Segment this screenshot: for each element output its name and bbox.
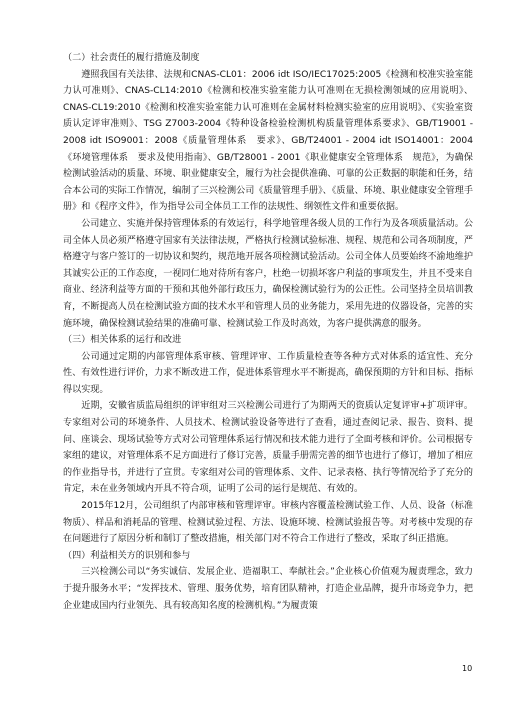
paragraph: 遵照我国有关法律、法规和CNAS-CL01：2006 idt ISO/IEC17025:2005《检测和校准实验室能力认可准则》、CNAS-CL14:2010《检测和校准实验室能力认可准则在无损检测领域的应用说明》、CNAS-CL19:2010《检测和校准实验室能力认可准则在金属材料检测实验室的应用说明》、《实验室资质认定评审准则》、TSG Z7003-2004《特种设备检验检测机构质量管理体系要求》、GB/T19001 - 2008 idt ISO9001：2008《质量管理体系 要求》、GB/T24001 - 2004 idt ISO14001：2004《环境管理体系 要求及使用指南》、GB/T28001 - 2001《职业健康安全管理体系 规范》，为确保检测试验活动的质量、环境、职业健康安全，履行为社会提供准确、可靠的公正数据的职能和任务，结合本公司的实际工作情况，编制了三兴检测公司《质量管理手册》、《质量、环境、职业健康安全管理手册》和《程序文件》，作为指导公司全体员工工作的法规性、纲领性文件和重要依据。 bbox=[63, 69, 473, 213]
page-body bbox=[63, 50, 473, 614]
section-system-operation-improvement bbox=[63, 332, 473, 548]
section-heading: （四）利益相关方的识别和参与 bbox=[63, 550, 191, 561]
paragraph: 近期，安徽省质监局组织的评审组对三兴检测公司进行了为期两天的资质认定复评审+扩项评审。专家组对公司的环境条件、人员技术、检测试验设备等进行了查看，通过查阅记录、报告、资料、提问、座谈会、现场试验等方式对公司管理体系运行情况和技术能力进行了全面考核和评价。公司根据专家组的建议，对管理体系不足方面进行了修订完善，质量手册需完善的细节也进行了修订，增加了相应的作业指导书，并进行了宣贯。专家组对公司的管理体系、文件、记录表格、执行等情况给予了充分的肯定，未在业务领域内开具不符合项，证明了公司的运行是规范、有效的。 bbox=[63, 401, 473, 495]
section-heading: （二）社会责任的履行措施及制度 bbox=[63, 53, 200, 63]
paragraph: 公司通过定期的内部管理体系审核、管理评审、工作质量检查等各种方式对体系的适宜性、充分性、有效性进行评价，力求不断改进工作，促进体系管理水平不断提高，确保预期的方针和目标、指标得以实现。 bbox=[63, 351, 473, 395]
paragraph: 三兴检测公司以“务实诚信、发展企业、造福职工、奉献社会。”企业核心价值观为履责理念，致力于提升服务水平；“发挥技术、管理、服务优势，培育团队精神，打造企业品牌，提升市场竞争力，把企业建成国内行业领先、具有较高知名度的检测机构。”为履责策 bbox=[63, 567, 473, 611]
page-number: 10 bbox=[462, 664, 473, 673]
section-stakeholder-identification bbox=[63, 548, 473, 614]
section-social-responsibility-measures bbox=[63, 50, 473, 332]
paragraph: 公司建立、实施并保持管理体系的有效运行，科学地管理各级人员的工作行为及各项质量活动。公司全体人员必须严格遵守国家有关法律法规，严格执行检测试验标准、规程、规范和公司各项制度，严格遵守与客户签订的一切协议和契约，规范地开展各项检测试验活动。公司全体人员要始终不渝地维护其诚实公正的工作态度，一视同仁地对待所有客户，杜绝一切损坏客户利益的事项发生，并且不受来自商业、经济利益等方面的干预和其他外部行政压力，确保检测试验行为的公正性。公司坚持全员培训教育，不断提高人员在检测试验方面的技术水平和管理人员的业务能力，采用先进的仪器设备，完善的实施环境，确保检测试验结果的准确可靠、检测试验工作及时高效，为客户提供满意的服务。 bbox=[63, 218, 473, 329]
paragraph: 2015年12月，公司组织了内部审核和管理评审。审核内容覆盖检测试验工作、人员、设备（标准物质）、样品和消耗品的管理、检测试验过程、方法、设施环境、检测试验报告等。对考核中发现的存在问题进行了原因分析和制订了整改措施，相关部门对不符合工作进行了整改，采取了纠正措施。 bbox=[63, 501, 473, 545]
section-heading: （三）相关体系的运行和改进 bbox=[63, 335, 182, 346]
